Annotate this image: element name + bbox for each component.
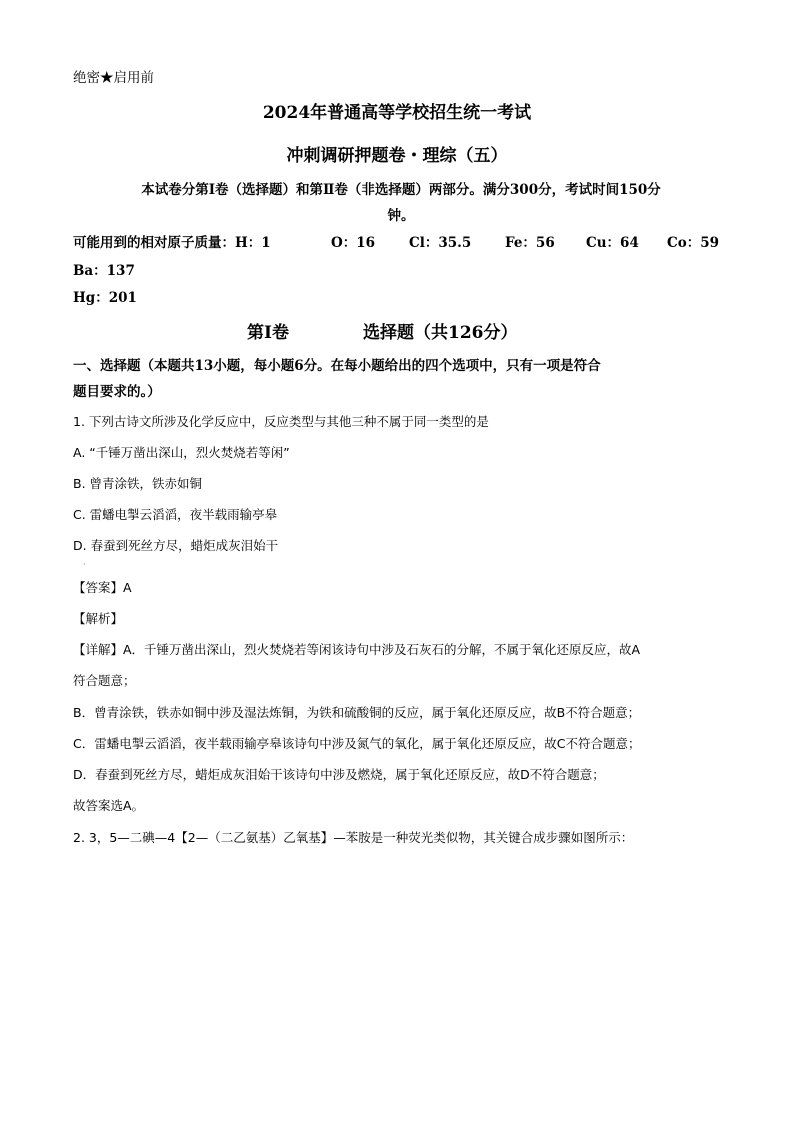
atomic-mass-fe: Fe：56 [505,235,555,251]
atomic-mass-cu: Cu：64 [586,235,639,251]
question-1-detail-line: D．春蚕到死丝方尽，蜡炬成灰泪始干该诗句中涉及燃烧，属于氧化还原反应，故D不符合题意； [73,767,605,782]
volume-title: 选择题（共126分） [363,323,518,343]
intro-line-1: 本试卷分第Ⅰ卷（选择题）和第Ⅱ卷（非选择题）两部分。满分300分，考试时间150分 [141,182,661,198]
question-1-option-d: D. 春蚕到死丝方尽，蜡炬成灰泪始干 [73,538,279,553]
exam-subtitle: 冲刺调研押题卷・理综（五） [286,146,508,166]
question-1-detail-line: C．雷蟠电掣云滔滔，夜半载雨输亭皋该诗句中涉及氮气的氧化，属于氧化还原反应，故C不符合题意； [73,736,641,751]
exam-title: 2024年普通高等学校招生统一考试 [262,103,532,123]
atomic-mass-ba: Ba：137 [73,263,135,279]
stray-mark: · [83,560,86,569]
atomic-mass-label: 可能用到的相对原子质量：H：1 [73,235,271,251]
confidential-label: 绝密★启用前 [73,70,154,86]
question-1-detail-line: 故答案选A。 [73,798,145,813]
atomic-mass-co: Co：59 [667,235,720,251]
question-1-analysis-label: 【解析】 [73,611,124,626]
atomic-mass-hg: Hg：201 [73,290,137,306]
question-1-stem: 1. 下列古诗文所涉及化学反应中，反应类型与其他三种不属于同一类型的是 [73,414,489,429]
section-heading-line-2: 题目要求的。） [73,384,161,400]
atomic-mass-cl: Cl：35.5 [409,235,472,251]
question-1-option-a: A. “千锤万凿出深山，烈火焚烧若等闲” [73,445,290,460]
question-1-detail-line: B．曾青涂铁，铁赤如铜中涉及湿法炼铜，为铁和硫酸铜的反应，属于氧化还原反应，故B不符合题意； [73,705,641,720]
question-1-option-c: C. 雷蟠电掣云滔滔，夜半载雨输亭皋 [73,507,278,522]
atomic-mass-o: O：16 [331,235,376,251]
intro-line-2: 钟。 [387,208,415,224]
question-1-option-b: B. 曾青涂铁，铁赤如铜 [73,476,203,491]
volume-name: 第Ⅰ卷 [247,323,289,343]
question-1-detail-line: 【详解】A．千锤万凿出深山，烈火焚烧若等闲该诗句中涉及石灰石的分解，不属于氧化还原反应，故A [73,642,641,657]
question-1-detail-line: 符合题意； [73,673,136,688]
section-heading-line-1: 一、选择题（本题共13小题，每小题6分。在每小题给出的四个选项中，只有一项是符合 [73,358,601,374]
question-1-answer: 【答案】A [73,580,132,595]
question-2-stem: 2. 3，5—二碘—4【2—（二乙氨基）乙氧基】—苯胺是一种荧光类似物，其关键合成步骤如图所示： [73,830,634,845]
